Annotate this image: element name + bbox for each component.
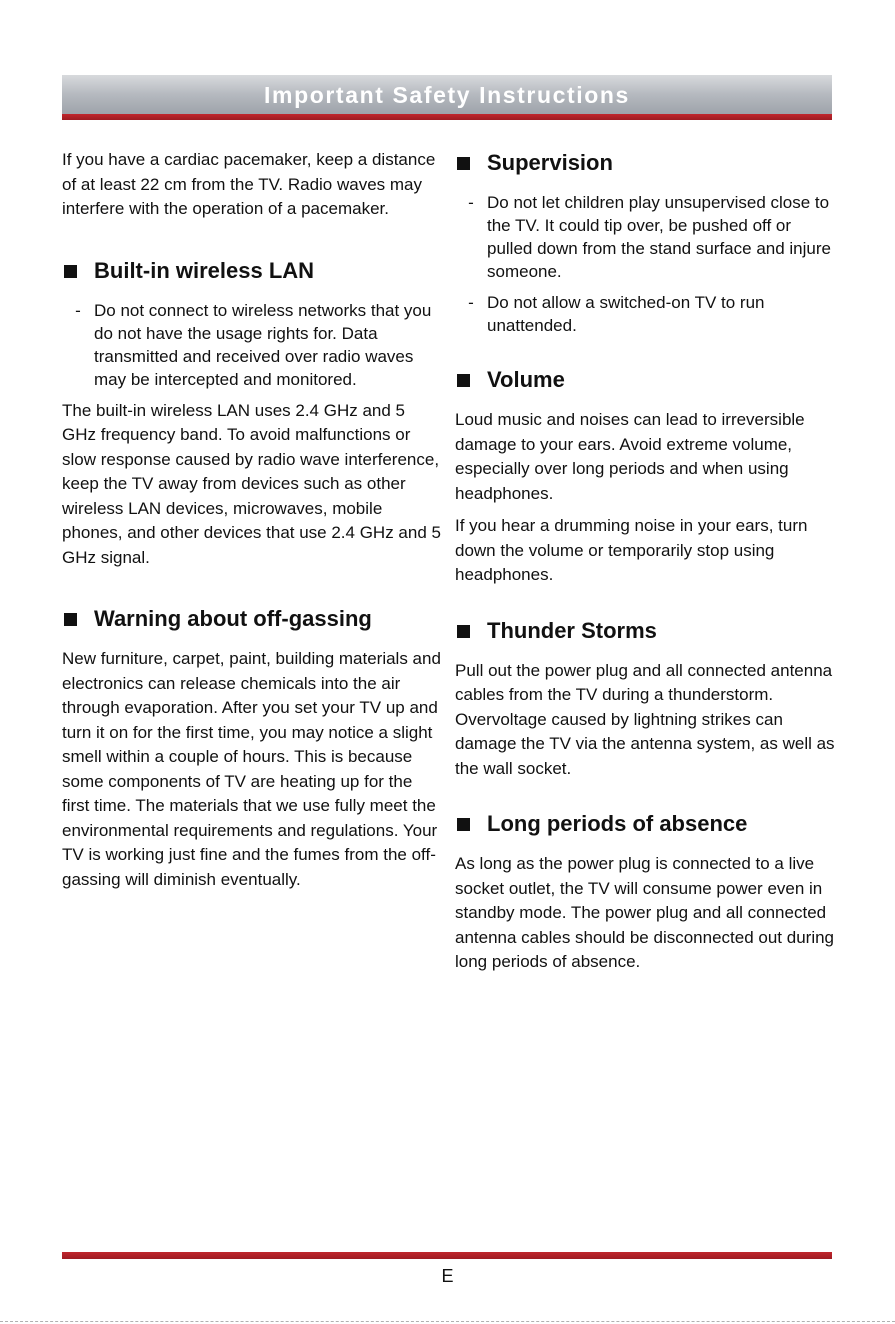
dash-icon: - [468, 193, 474, 212]
list-item [455, 291, 835, 337]
heading-volume-text: Volume [487, 367, 565, 392]
left-column [62, 148, 442, 900]
square-bullet-icon [64, 613, 77, 626]
page-title: Important Safety Instructions [264, 82, 630, 108]
heading-thunder-storms [455, 616, 835, 646]
heading-wireless-lan [62, 256, 442, 286]
square-bullet-icon [457, 818, 470, 831]
square-bullet-icon [457, 157, 470, 170]
supervision-list [455, 191, 835, 337]
heading-long-absence-text: Long periods of absence [487, 811, 748, 836]
list-item [455, 191, 835, 283]
spacer [62, 230, 442, 256]
spacer [455, 345, 835, 365]
dash-icon: - [468, 293, 474, 312]
heading-supervision [455, 148, 835, 178]
volume-paragraph-1: Loud music and noises can lead to irreversible damage to your ears. Avoid extreme volume, especially over long periods and when using headphones. [455, 410, 805, 503]
thunder-storms-paragraph: Pull out the power plug and all connected antenna cables from the TV during a thunderstorm. Overvoltage caused by lightning strikes can damage the TV via the antenna system, as well as the wall socket. [455, 660, 835, 778]
long-absence-paragraph: As long as the power plug is connected to a live socket outlet, the TV will consume power even in standby mode. The power plug and all connected antenna cables should be disconnected out during long periods of absence. [455, 854, 835, 971]
page-bottom-edge [0, 1321, 895, 1322]
square-bullet-icon [457, 374, 470, 387]
heading-supervision-text: Supervision [487, 150, 613, 175]
list-item-text: Do not connect to wireless networks that you do not have the usage rights for. Data transmitted and received over radio waves may be intercepted and monitored. [94, 300, 432, 389]
footer-accent-rule [62, 1252, 832, 1259]
heading-off-gassing-text: Warning about off-gassing [94, 606, 372, 631]
heading-volume [455, 365, 835, 395]
heading-off-gassing [62, 604, 442, 634]
heading-wireless-lan-text: Built-in wireless LAN [94, 257, 315, 283]
square-bullet-icon [457, 625, 470, 638]
section-header-bar [62, 75, 832, 114]
square-bullet-icon [64, 265, 77, 278]
off-gassing-paragraph: New furniture, carpet, paint, building materials and electronics can release chemicals into the air through evaporation. After you set your TV up and turn it on for the first time, you may notice a slight smell within a couple of hours. This is because some components of TV are heating up for the first time. The materials that we use fully meet the environmental requirements and regulations. Your TV is working just fine and the fumes from the off-gassing will diminish eventually. [62, 649, 441, 889]
heading-long-absence [455, 809, 835, 839]
page-number: E [441, 1266, 454, 1286]
right-column [455, 148, 835, 983]
spacer [455, 789, 835, 809]
list-item-text: Do not allow a switched-on TV to run unattended. [487, 293, 765, 335]
dash-icon: - [75, 300, 81, 320]
wireless-lan-list [62, 299, 442, 391]
wireless-lan-paragraph: The built-in wireless LAN uses 2.4 GHz and 5 GHz frequency band. To avoid malfunctions or slow response caused by radio wave interference, keep the TV away from devices such as other wireless LAN devices, microwaves, mobile phones, and other devices that use 2.4 GHz and 5 GHz signal. [62, 400, 441, 567]
spacer [455, 596, 835, 616]
pacemaker-paragraph: If you have a cardiac pacemaker, keep a distance of at least 22 cm from the TV. Radio waves may interfere with the operation of a pacemaker. [62, 150, 436, 218]
list-item-text: Do not let children play unsupervised close to the TV. It could tip over, be pushed off or pulled down from the stand surface and injure someone. [487, 193, 831, 281]
spacer [62, 578, 442, 604]
volume-paragraph-2: If you hear a drumming noise in your ears, turn down the volume or temporarily stop using headphones. [455, 516, 808, 584]
list-item [62, 299, 442, 391]
heading-thunder-storms-text: Thunder Storms [487, 617, 657, 643]
header-accent-rule [62, 114, 832, 120]
